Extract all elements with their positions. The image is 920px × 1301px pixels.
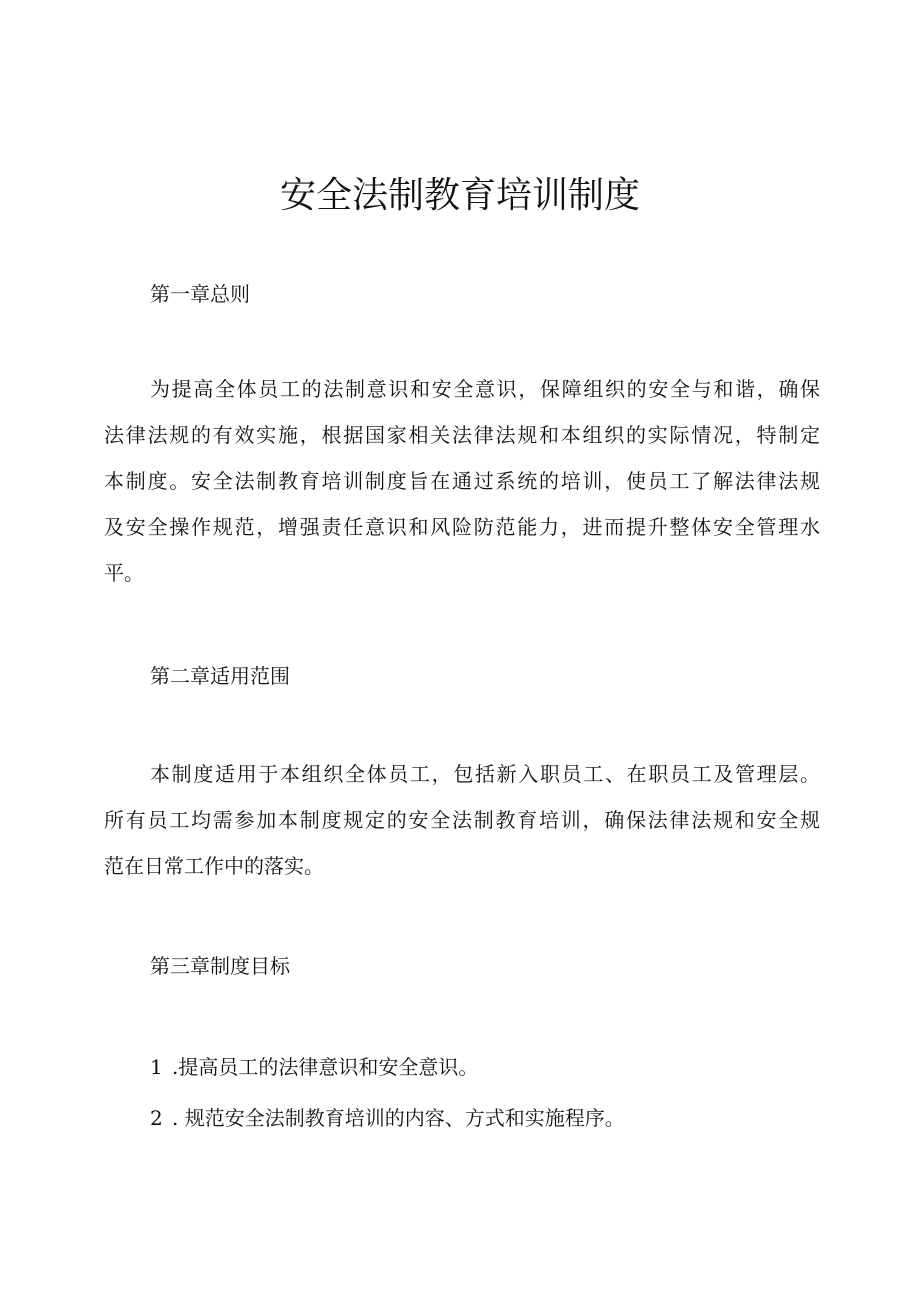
chapter-2-heading: 第二章适用范围 [150,664,290,688]
chapter-3-heading: 第三章制度目标 [150,954,290,978]
paragraph-line: 平。 [104,561,144,585]
paragraph-line: 及安全操作规范，增强责任意识和风险防范能力，进而提升整体安全管理水 [104,515,820,539]
chapter-2-paragraph [104,751,820,889]
paragraph-line: 法律法规的有效实施，根据国家相关法律法规和本组织的实际情况，特制定 [104,423,820,447]
chapter-1-paragraph [104,366,820,596]
list-item [150,1103,625,1133]
chapter-1-heading: 第一章总则 [150,282,250,306]
paragraph-line: 本制度。安全法制教育培训制度旨在通过系统的培训，使员工了解法律法规 [104,469,820,493]
paragraph-line: 范在日常工作中的落实。 [104,854,324,878]
paragraph-line: 所有员工均需参加本制度规定的安全法制教育培训，确保法律法规和安全规 [104,808,820,832]
list-item-text: .提高员工的法律意识和安全意识。 [172,1055,479,1079]
list-item-number: 2 [150,1106,163,1130]
list-item [150,1052,478,1082]
paragraph-line: 本制度适用于本组织全体员工，包括新入职员工、在职员工及管理层。 [150,762,820,786]
list-item-text: . 规范安全法制教育培训的内容、方式和实施程序。 [172,1106,625,1130]
paragraph-line: 为提高全体员工的法制意识和安全意识，保障组织的安全与和谐，确保 [150,377,820,401]
list-item-number: 1 [150,1055,163,1079]
document-title: 安全法制教育培训制度 [279,175,640,216]
